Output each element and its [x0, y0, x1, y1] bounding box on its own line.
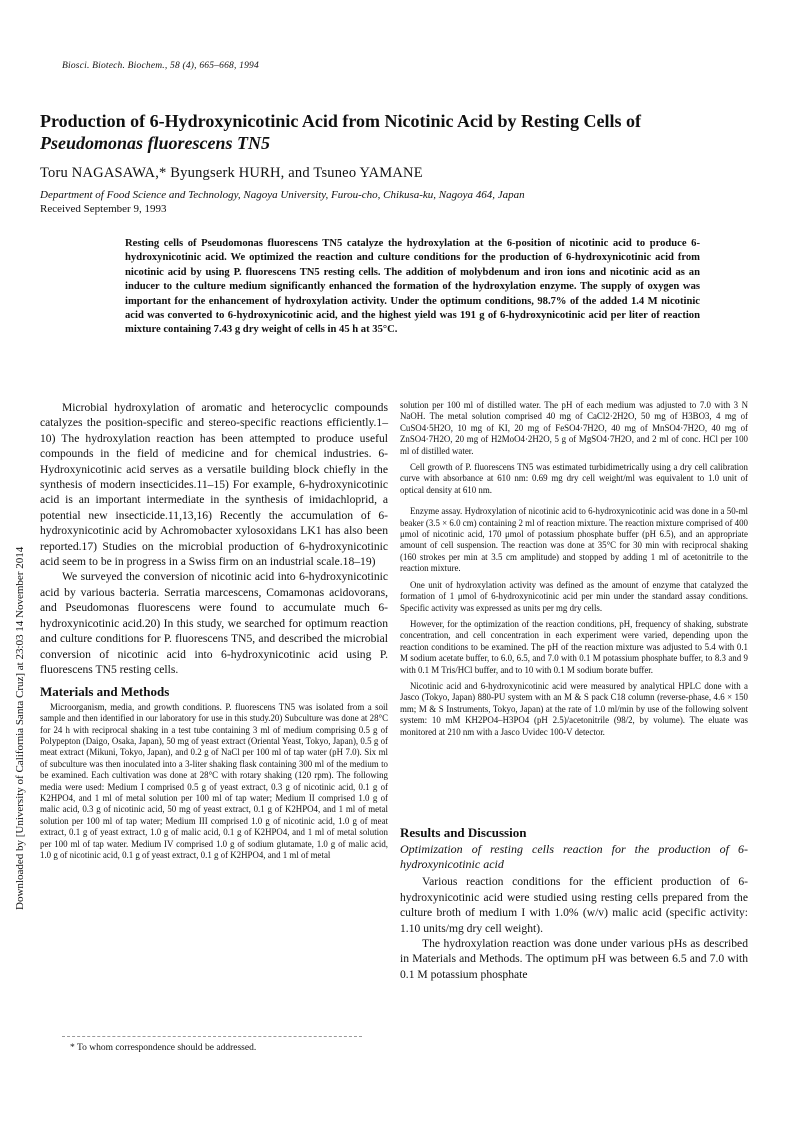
article-title [40, 110, 750, 154]
left-column [40, 400, 388, 861]
affiliation: Department of Food Science and Technology, Nagoya University, Furou-cho, Chikusa-ku, Nagoya 464, Japan [40, 189, 525, 201]
right-column [400, 400, 748, 743]
results-subheading: Optimization of resting cells reaction for the production of 6-hydroxynicotinic acid [400, 842, 748, 872]
side-margin [0, 0, 26, 1123]
correspondence-footnote: * To whom correspondence should be addressed. [70, 1043, 257, 1053]
title-line-2: Pseudomonas fluorescens TN5 [40, 133, 271, 153]
footnote-divider [62, 1036, 362, 1037]
enzyme-assay-paragraph: Enzyme assay. Hydroxylation of nicotinic acid to 6-hydroxynicotinic acid was done in a 50-ml beaker (3.5 × 6.0 cm) containing 2 ml of reaction mixture. The reaction mixture comprised of 400 μmol of nicotinic acid, 170 μmol of potassium phosphate buffer (pH 6.5), and an appropriate amount of cell suspension. The reaction was done at 35°C for 30 min with reciprocal shaking (160 strokes per min at 3.5 cm amplitude) and stopped by adding 1 ml of acetonitrile to the reaction mixture. [400, 506, 748, 574]
hplc-paragraph: Nicotinic acid and 6-hydroxynicotinic acid were measured by analytical HPLC done with a Jasco (Tokyo, Japan) 880-PU system with an M & S pack C18 column (reverse-phase, 4.6 × 150 mm; M & S Instruments, Tokyo, Japan) at the rate of 1.0 ml/min by use of the following solvent system: 10 mM KH2PO4–H3PO4 (pH 2.5)/acetonitrile (98/2, by volume). The eluate was monitored at 210 nm with a Jasco Uvidec 100-V detector. [400, 680, 748, 737]
results-section [400, 818, 748, 982]
received-date: Received September 9, 1993 [40, 203, 167, 215]
download-watermark: Downloaded by [University of California Santa Cruz] at 23:03 14 November 2014 [14, 546, 26, 910]
title-line-1: Production of 6-Hydroxynicotinic Acid from Nicotinic Acid by Resting Cells of [40, 111, 641, 131]
methods-heading: Materials and Methods [40, 684, 170, 700]
results-heading: Results and Discussion [400, 825, 527, 840]
results-paragraph-1: Various reaction conditions for the efficient production of 6-hydroxynicotinic acid were studied using resting cells prepared from the culture broth of medium I with 1.0% (w/v) malic acid (specific activity: 1.10 units/mg dry cell weight). [400, 875, 748, 935]
author-list: Toru NAGASAWA,* Byungserk HURH, and Tsuneo YAMANE [40, 165, 423, 181]
abstract: Resting cells of Pseudomonas fluorescens TN5 catalyze the hydroxylation at the 6-position of nicotinic acid to produce 6-hydroxynicotinic acid. We optimized the reaction and culture conditions for the production of 6-hydroxynicotinic acid from nicotinic acid by using P. fluorescens TN5 resting cells. The addition of molybdenum and iron ions and nicotinic acid as an inducer to the culture medium significantly enhanced the formation of the hydroxylation enzyme. The supply of oxygen was important for the enhancement of hydroxylation activity. Under the optimum conditions, 98.7% of the added 1.4 M nicotinic acid was converted to 6-hydroxynicotinic acid, and the highest yield was 191 g of 6-hydroxynicotinic acid per liter of reaction mixture containing 7.43 g dry weight of cells in 45 h at 35°C. [125, 238, 700, 336]
unit-definition-paragraph: One unit of hydroxylation activity was defined as the amount of enzyme that catalyzed the formation of 1 μmol of 6-hydroxynicotinic acid per min under the standard assay conditions. Specific activity was expressed as units per mg dry cells. [400, 579, 748, 613]
optimization-paragraph: However, for the optimization of the reaction conditions, pH, frequency of shaking, substrate concentration, and cell concentration in each experiment were varied, depending upon the reaction conditions to be examined. The pH of the reaction mixture was adjusted to 5.4 with 0.1 M sodium acetate buffer, to 6.0, 6.5, and 7.0 with 0.1 M potassium phosphate buffer, to 8.3 and 9 with 0.1 M Tris/HCl buffer, and to 10 with 0.1 M sodium borate buffer. [400, 618, 748, 675]
methods-paragraph-2: solution per 100 ml of distilled water. The pH of each medium was adjusted to 7.0 with 3 N NaOH. The metal solution comprised 40 mg of CaCl2·2H2O, 50 mg of H3BO3, 4 mg of CuSO4·5H2O, 10 mg of KI, 20 mg of FeSO4·7H2O, 40 mg of MnSO4·7H2O, 40 mg of ZnSO4·7H2O, 20 mg of H2MoO4·2H2O, 5 g of MgSO4·7H2O, and 2 ml of conc. HCl per 100 ml of distilled water. [400, 400, 748, 456]
methods-paragraph-3: Cell growth of P. fluorescens TN5 was estimated turbidimetrically using a dry cell calibration curve with absorbance at 610 nm: 0.69 mg dry cell weight/ml was equivalent to 1.0 unit of optical density at 610 nm. [400, 462, 748, 495]
intro-paragraph-1: Microbial hydroxylation of aromatic and heterocyclic compounds catalyzes the position-specific and stereo-specific reactions efficiently.1–10) The hydroxylation reaction has been attempted to produce useful compounds in the field of medicine and for chemical industries. 6-Hydroxynicotinic acid serves as a versatile building block chiefly in the synthesis of modern insecticides.11–15) For example, 6-hydroxynicotinic acid is an important intermediate in the synthesis of imidachloprid, a potential new insecticide.11,13,16) Recently the accumulation of 6-hydroxynicotinic acid by Achromobacter xylosoxidans LK1 has also been reported.17) Studies on the microbial production of 6-hydroxynicotinic acid seem to be in progress in a Swiss firm on an industrial scale.18–19) [40, 401, 388, 569]
methods-paragraph-1: Microorganism, media, and growth conditions. P. fluorescens TN5 was isolated from a soil sample and then identified in our laboratory for use in this study.20) Subculture was done at 28°C for 24 h with reciprocal shaking in a test tube containing 3 ml of medium comprising 0.5 g of Polypepton (Daigo, Osaka, Japan), 50 mg of yeast extract (Oriental Yeast, Tokyo, Japan), 0.5 g of meat extract (Mikuni, Tokyo, Japan), and 0.2 g of NaCl per 100 ml of tap water (pH 7.0). Six ml of subculture was then inoculated into a 3-liter shaking flask containing 300 ml of the medium to be examined. Each cultivation was done at 28°C with rotary shaking (120 rpm). The following media were used: Medium I comprised 0.5 g of yeast extract, 0.3 g of nicotinic acid, 0.1 g of K2HPO4, and 1 ml of metal solution per 100 ml of tap water; Medium II comprised 1.0 g of malic acid, 0.3 g of nicotinic acid, 50 mg of yeast extract, 0.1 g of K2HPO4, and 1 ml of metal solution per 100 ml of tap water; Medium III comprised 1.0 g of nicotinic acid, 1.0 g of meat extract, 0.1 g of yeast extract, 1.0 g of malic acid, 0.1 g of K2HPO4, and 1 ml of metal solution per 100 ml of tap water. Medium IV comprised 1.0 g of sodium glutamate, 1.0 g of malic acid, 1.0 g of nicotinic acid, 0.1 g of yeast extract, 0.1 g of K2HPO4, and 1 ml of metal [40, 701, 388, 860]
journal-citation: Biosci. Biotech. Biochem., 58 (4), 665–668, 1994 [62, 61, 259, 71]
intro-paragraph-2: We surveyed the conversion of nicotinic acid into 6-hydroxynicotinic acid by various bacteria. Serratia marcescens, Comamonas acidovorans, and Pseudomonas fluorescens were found to accumulate much 6-hydroxynicotinic acid.20) In this study, we searched for optimum reaction and culture conditions for P. fluorescens TN5, and described the microbial conversion of nicotinic acid into 6-hydroxynicotinic acid using P. fluorescens TN5 resting cells. [40, 570, 388, 676]
results-paragraph-2: The hydroxylation reaction was done under various pHs as described in Materials and Methods. The optimum pH was between 6.5 and 7.0 with 0.1 M potassium phosphate [400, 937, 748, 981]
